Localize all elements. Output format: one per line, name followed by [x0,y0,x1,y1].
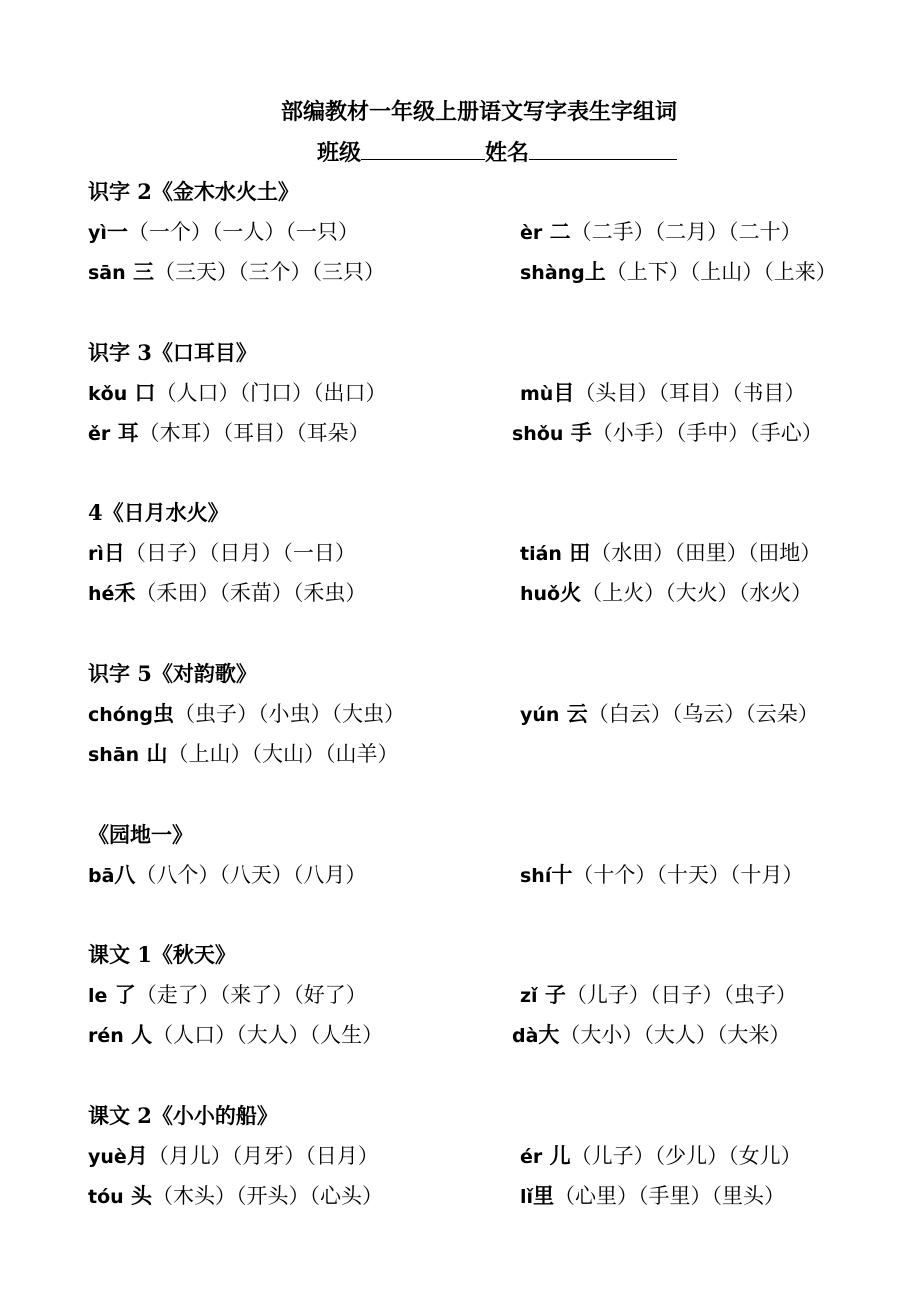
word-list: （十个）（十天）（十月） [572,863,804,887]
word-list: （木耳）（耳目）（耳朵） [138,421,370,445]
character: 日 [103,540,125,565]
word-list: （人口）（门口）（出口） [155,381,387,405]
section-kewen-2 [88,1096,888,1216]
entry-row [88,413,888,453]
word-list: （木头）（开头）（心头） [151,1184,383,1208]
entry-er-child [520,1136,802,1177]
character: 子 [537,982,566,1007]
character: 一 [106,219,128,244]
pinyin: le [88,985,108,1007]
entry-yue [88,1136,379,1177]
pinyin: ér [520,1146,543,1168]
section-title: 识字 5《对韵歌》 [88,661,257,686]
character: 手 [563,420,592,445]
section-shizi-5 [88,654,888,774]
entry-shang [520,252,837,293]
character: 十 [551,862,573,887]
character: 大 [538,1022,560,1047]
class-label: 班级 [316,140,361,166]
word-list: （三天）（三个）（三只） [153,260,385,284]
character: 月 [126,1143,148,1168]
entry-row [88,1176,888,1216]
character: 里 [533,1183,555,1208]
page-title: 部编教材一年级上册语文写字表生字组词 [280,99,677,125]
word-list: （一个）（一人）（一只） [127,220,359,244]
entry-li [520,1176,785,1217]
word-list: （人口）（大人）（人生） [152,1023,384,1047]
character: 田 [561,540,591,565]
word-list: （白云）（乌云）（云朵） [587,702,819,726]
word-list: （虫子）（小虫）（大虫） [173,702,405,726]
pinyin: rén [88,1025,124,1047]
character: 儿 [542,1143,571,1168]
character: 八 [114,862,136,887]
character: 禾 [114,580,136,605]
section-4 [88,493,888,613]
pinyin: zǐ [520,985,538,1007]
entry-tou [88,1176,383,1217]
entry-zi [520,975,797,1016]
pinyin: hé [88,583,115,605]
entry-chong [88,694,405,735]
character: 三 [125,259,154,284]
word-list: （头目）（耳目）（书目） [574,381,806,405]
entry-row [88,855,888,895]
pinyin: chóng [88,704,153,726]
entry-shi [520,855,803,896]
entry-er-ear [88,413,370,454]
character: 火 [560,580,582,605]
character: 云 [559,701,588,726]
character: 山 [139,741,168,766]
entry-ba [88,855,366,896]
pinyin: bā [88,865,115,887]
character: 目 [553,380,575,405]
entry-row [88,252,888,292]
section-shizi-3 [88,333,888,453]
word-list: （大小）（大人）（大米） [559,1023,791,1047]
pinyin: tián [520,543,562,565]
pinyin: shí [520,865,552,887]
word-list: （禾田）（禾苗）（禾虫） [135,581,367,605]
word-list: （走了）（来了）（好了） [135,983,367,1007]
word-list: （上火）（大火）（水火） [581,581,813,605]
entry-da [512,1015,790,1056]
pinyin: yì [88,222,107,244]
entry-row [88,694,888,734]
character: 口 [127,380,156,405]
entry-shou [512,413,823,454]
pinyin: èr [520,222,543,244]
character: 人 [123,1022,153,1047]
section-title: 识字 2《金木水火土》 [88,179,299,204]
entry-row [88,373,888,413]
pinyin: ěr [88,423,111,445]
word-list: （水田）（田里）（田地） [590,541,822,565]
section-title: 识字 3《口耳目》 [88,340,257,365]
entry-er [520,212,802,253]
entry-row [88,533,888,573]
student-info-line [0,137,920,169]
word-list: （儿子）（日子）（虫子） [565,983,797,1007]
section-yuandi-1 [88,815,888,895]
pinyin: lǐ [520,1186,534,1208]
word-list: （上下）（上山）（上来） [605,260,837,284]
pinyin: kǒu [88,383,128,405]
word-list: （日子）（日月）（一日） [124,541,356,565]
entry-ren [88,1015,383,1056]
entry-shan [88,734,399,775]
word-list: （月儿）（月牙）（日月） [147,1144,379,1168]
word-list: （二手）（二月）（二十） [570,220,802,244]
entry-row [88,975,888,1015]
entry-kou [88,373,387,414]
class-blank [361,137,485,160]
entry-he [88,573,366,614]
entry-le [88,975,367,1016]
entry-ri [88,533,356,574]
pinyin: shǒu [512,423,564,445]
section-title: 课文 2《小小的船》 [88,1103,278,1128]
name-label: 姓名 [485,140,530,166]
entry-row [88,1015,888,1055]
character: 二 [542,219,571,244]
section-shizi-2 [88,172,888,292]
name-blank [529,137,677,160]
word-list: （上山）（大山）（山羊） [167,742,399,766]
character: 了 [107,982,136,1007]
section-kewen-1 [88,935,888,1055]
entry-yi [88,212,359,253]
character: 虫 [152,701,174,726]
character: 上 [584,259,606,284]
word-list: （儿子）（少儿）（女儿） [570,1144,802,1168]
entry-row [88,212,888,252]
pinyin: huǒ [520,583,561,605]
pinyin: rì [88,543,104,565]
pinyin: mù [520,383,554,405]
word-list: （小手）（手中）（手心） [591,421,823,445]
entry-huo [520,573,812,614]
entry-yun [520,694,819,735]
section-title: 课文 1《秋天》 [88,942,236,967]
word-list: （八个）（八天）（八月） [135,863,367,887]
character: 头 [123,1183,152,1208]
entry-san [88,252,385,293]
section-title: 4《日月水火》 [88,500,229,525]
entry-row [88,1136,888,1176]
pinyin: yuè [88,1146,127,1168]
word-list: （心里）（手里）（里头） [554,1184,786,1208]
entry-tian [520,533,821,574]
section-title: 《园地一》 [88,822,193,847]
pinyin: yún [520,704,560,726]
pinyin: shàng [520,262,585,284]
entry-mu [520,373,805,414]
pinyin: dà [512,1025,539,1047]
pinyin: tóu [88,1186,124,1208]
entry-row [88,734,888,774]
pinyin: sān [88,262,126,284]
pinyin: shān [88,744,140,766]
character: 耳 [110,420,139,445]
entry-row [88,573,888,613]
